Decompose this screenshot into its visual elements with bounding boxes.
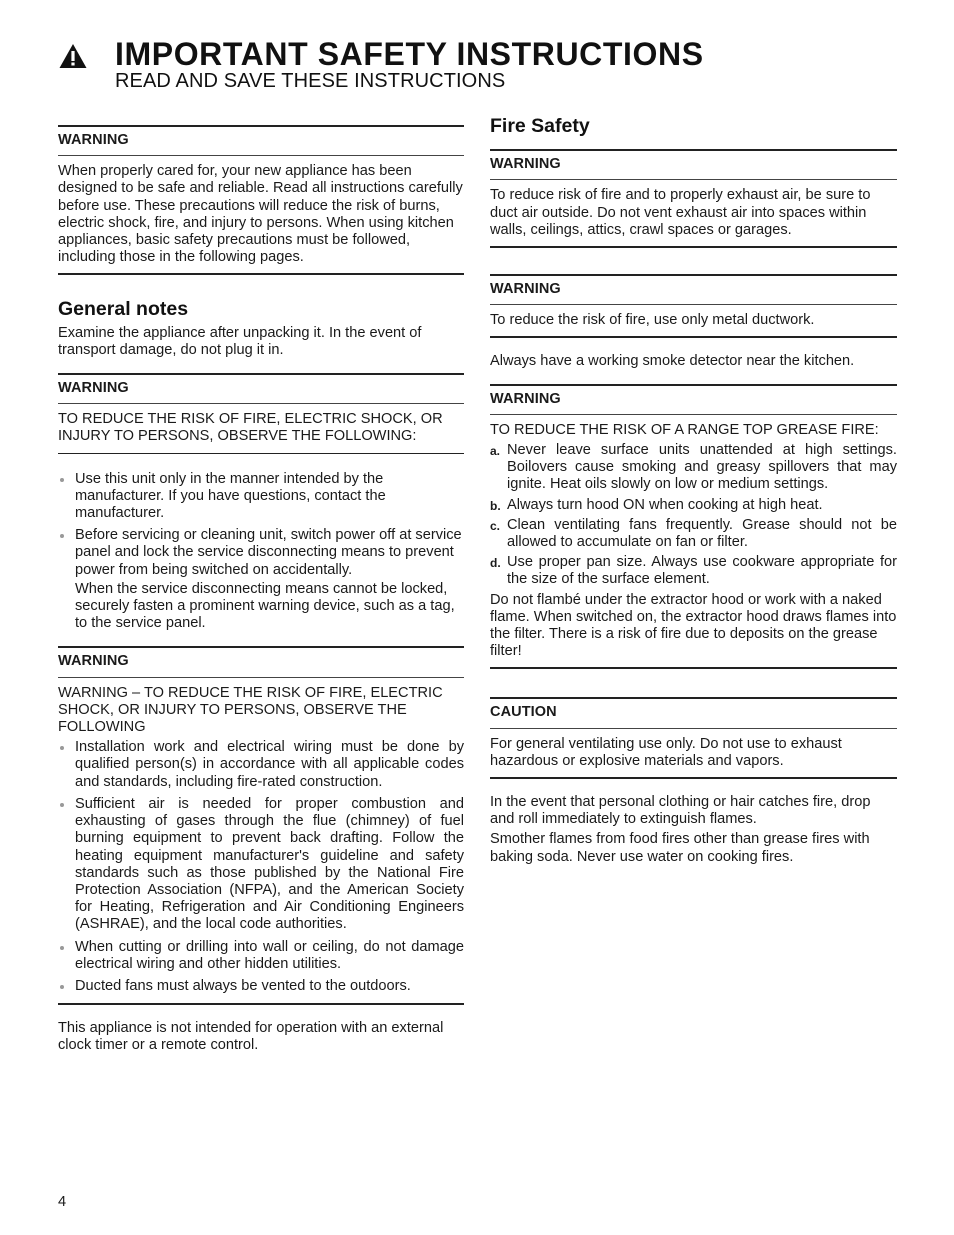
warning-heading: WARNING <box>58 375 464 404</box>
list-item: When cutting or drilling into wall or ceiling, do not damage electrical wiring and other hidden utilities. <box>58 939 464 973</box>
warning-text: To reduce the risk of fire, use only metal ductwork. <box>490 312 815 329</box>
warning-text: TO REDUCE THE RISK OF A RANGE TOP GREASE FIRE: <box>490 421 879 438</box>
list-letter: a. <box>490 444 501 459</box>
warning-text: TO REDUCE THE RISK OF FIRE, ELECTRIC SHOCK, OR INJURY TO PERSONS, OBSERVE THE FOLLOWING: <box>58 411 443 445</box>
list-item: Before servicing or cleaning unit, switch power off at service panel and lock the service disconnecting means to prevent power from being switched on accidentally. <box>58 527 464 579</box>
left-column <box>58 125 464 1055</box>
page-title: IMPORTANT SAFETY INSTRUCTIONS <box>115 36 704 72</box>
installation-bullet-list <box>58 739 464 995</box>
caution-text: For general ventilating use only. Do not use to exhaust hazardous or explosive materials and vapors. <box>490 735 842 769</box>
timer-note: This appliance is not intended for operation with an external clock timer or a remote control. <box>58 1020 444 1054</box>
list-item-text: Clean ventilating fans frequently. Grease should not be allowed to accumulate on fan or filter. <box>507 516 897 551</box>
list-item <box>490 442 897 494</box>
warning-box-ductwork <box>490 274 897 338</box>
service-panel-note: When the service disconnecting means cannot be locked, securely fasten a prominent warning device, such as a tag, to the service panel. <box>75 580 455 632</box>
warning-box-grease <box>490 384 897 670</box>
list-item-text: Use proper pan size. Always use cookware appropriate for the size of the surface element. <box>507 554 897 588</box>
warning-heading: WARNING <box>58 648 464 677</box>
list-letter: d. <box>490 556 501 571</box>
caution-heading: CAUTION <box>490 699 897 728</box>
list-item: Installation work and electrical wiring must be done by qualified person(s) in accordance with all applicable codes and standards, including fire-rated construction. <box>58 739 464 791</box>
list-item-text: Always turn hood ON when cooking at high heat. <box>507 496 823 513</box>
list-letter: b. <box>490 498 501 513</box>
general-notes-title: General notes <box>58 298 189 321</box>
fire-safety-title: Fire Safety <box>490 115 590 137</box>
caution-box <box>490 697 897 779</box>
warning-box-intro <box>58 125 464 275</box>
list-item: Sufficient air is needed for proper combustion and exhausting of gases through the flue (chimney) of fuel burning equipment to prevent back drafting. Follow the heating equipment manufacturer's guideline and safety standards such as those published by the National Fire Protection Association (NFPA), and the American Society for Heating, Refrigeration and Air Conditioning Engineers (ASHRAE), and the local code authorities. <box>58 796 464 934</box>
list-item: Use this unit only in the manner intended by the manufacturer. If you have questions, contact the manufacturer. <box>58 471 464 523</box>
warning-heading: WARNING <box>490 386 897 415</box>
list-item <box>490 554 897 588</box>
general-notes-text: Examine the appliance after unpacking it. In the event of transport damage, do not plug it in. <box>58 324 422 358</box>
warning-box-duct <box>490 149 897 248</box>
grease-fire-list <box>490 442 897 589</box>
warning-text: To reduce risk of fire and to properly exhaust air, be sure to duct air outside. Do not vent exhaust air into spaces within walls, ceilings, attics, crawl spaces or garages. <box>490 187 871 238</box>
warning-text: When properly cared for, your new appliance has been designed to be safe and reliable. Read all instructions carefully before use. These precautions will reduce the risk of burns, electric shock, fire, and injury to persons. When using kitchen appliances, basic safety precautions must be followed, including those in the following pages. <box>58 163 463 266</box>
right-column <box>490 115 897 866</box>
warning-heading: WARNING <box>58 127 464 156</box>
warning-text: WARNING – TO REDUCE THE RISK OF FIRE, ELECTRIC SHOCK, OR INJURY TO PERSONS, OBSERVE THE FOLLOWING <box>58 684 443 736</box>
list-item-text: Never leave surface units unattended at high settings. Boilovers cause smoking and greasy spillovers that may ignite. Heat oils slowly on low or medium settings. <box>507 442 897 493</box>
flambe-note: Do not flambé under the extractor hood or work with a naked flame. When switched on, the extractor hood draws flames into the filter. There is a risk of fire due to deposits on the grease filter! <box>490 591 897 660</box>
page-number: 4 <box>58 1194 67 1210</box>
clothing-fire-note: In the event that personal clothing or hair catches fire, drop and roll immediately to extinguish flames. <box>490 794 871 828</box>
smother-flames-note: Smother flames from food fires other than grease fires with baking soda. Never use water on cooking fires. <box>490 831 870 865</box>
warning-box-installation <box>58 646 464 1005</box>
page-subtitle: READ AND SAVE THESE INSTRUCTIONS <box>115 70 506 92</box>
warning-heading: WARNING <box>490 276 897 305</box>
warning-box-general <box>58 373 464 454</box>
list-item: Ducted fans must always be vented to the outdoors. <box>58 978 464 995</box>
warning-triangle-icon <box>58 42 88 70</box>
smoke-detector-note: Always have a working smoke detector near the kitchen. <box>490 353 855 370</box>
list-item <box>490 517 897 551</box>
general-bullet-list <box>58 471 464 579</box>
list-item <box>490 497 897 514</box>
warning-heading: WARNING <box>490 151 897 180</box>
list-letter: c. <box>490 518 501 533</box>
